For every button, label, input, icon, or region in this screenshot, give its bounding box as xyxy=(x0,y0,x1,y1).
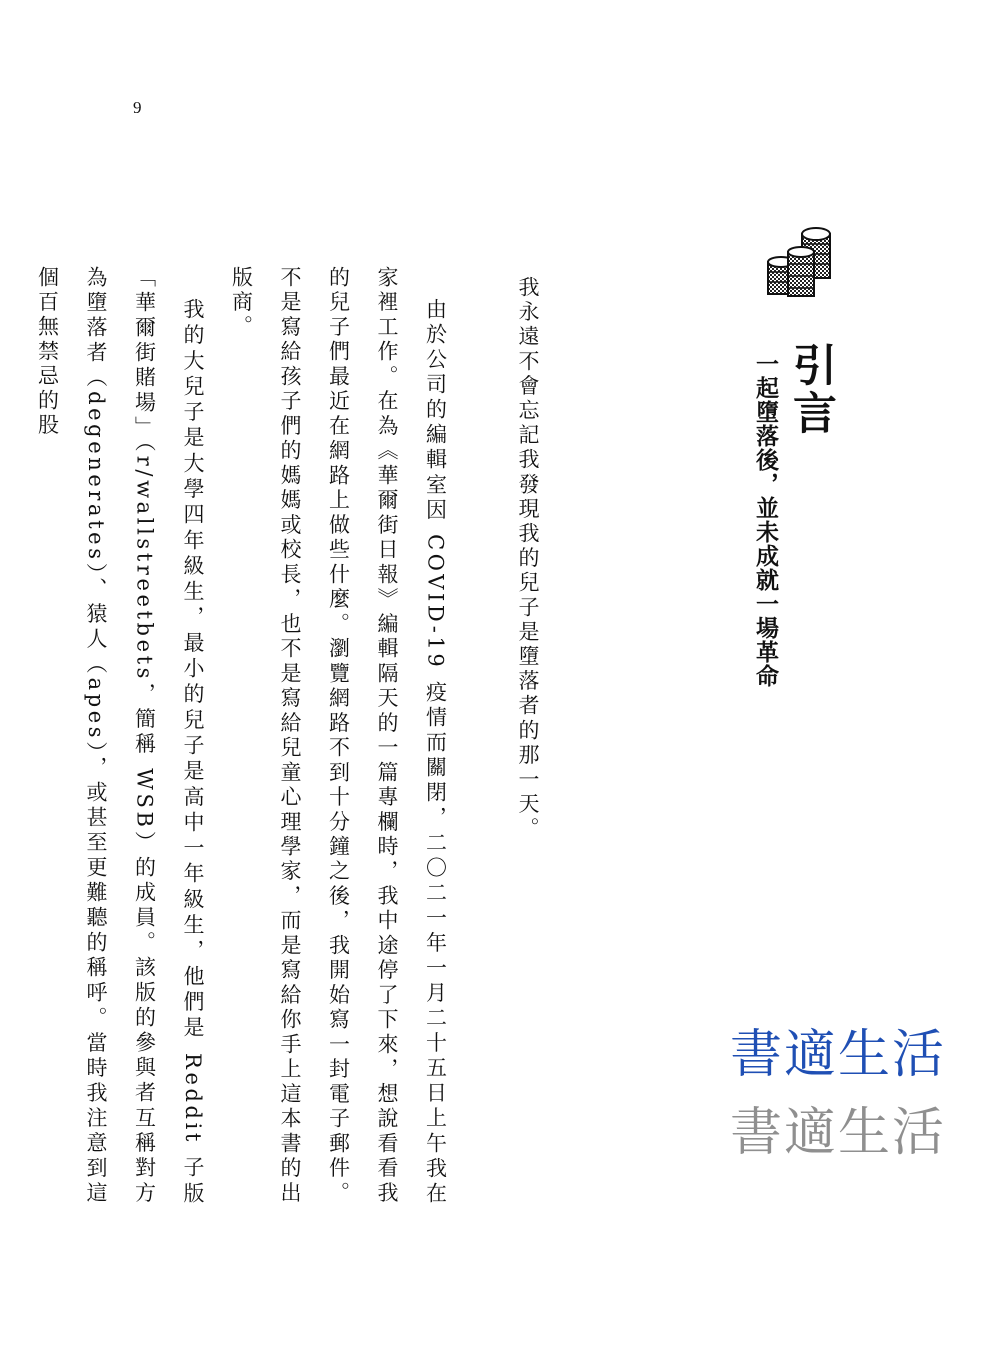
watermark-gray: 書適生活 xyxy=(730,1103,947,1163)
body-paragraph-1: 由於公司的編輯室因 COVID-19 疫情而關閉，二〇二一年一月二十五日上午我在家裡工作。在為《華爾街日報》編輯隔天的一篇專欄時，我中途停了下來，想說看看我的兒子們最近在網路上做些什麼。瀏覽網路不到十分鐘之後，我開始寫一封電子郵件。不是寫給孩子們的媽媽或校長，也不是寫給兒童心理學家，而是寫給你手上這本書的出版商。 xyxy=(229,266,448,1206)
page-number: 9 xyxy=(133,98,142,117)
body-paragraph-2: 我的大兒子是大學四年級生，最小的兒子是高中一年級生，他們是 Reddit 子版「華爾街賭場」（r/wallstreetbets，簡稱 WSB）的成員。該版的參與者互稱對方為墮落者（degenerates）、猿人（apes），或甚至更難聽的稱呼。當時我注意到這個百無禁忌的股 xyxy=(35,266,205,1206)
watermark-blue: 書適生活 xyxy=(730,1025,947,1085)
coin-stack-icon xyxy=(762,226,838,302)
body-text xyxy=(35,266,552,1206)
chapter-title: 引言 xyxy=(785,342,836,438)
chapter-subtitle: 一起墮落後，並未成就一場革命 xyxy=(752,352,778,688)
lead-paragraph: 我永遠不會忘記我發現我的兒子是墮落者的那一天。 xyxy=(516,276,540,842)
